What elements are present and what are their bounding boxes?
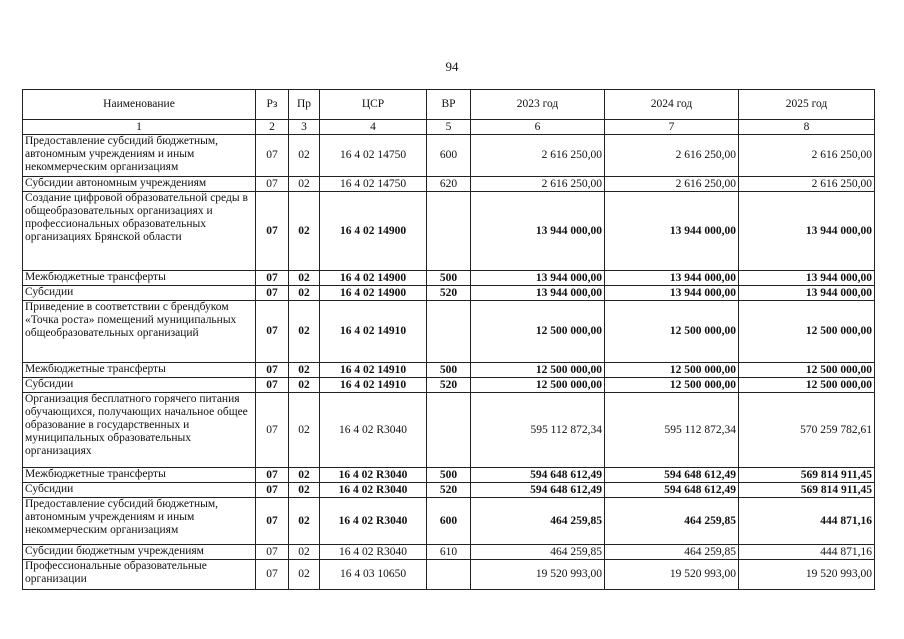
row-2025: 12 500 000,00 (739, 378, 875, 393)
row-name: Субсидии (23, 286, 256, 301)
row-pr: 02 (289, 301, 320, 363)
row-2023: 594 648 612,49 (471, 483, 605, 498)
row-csr: 16 4 02 14910 (320, 363, 427, 378)
row-pr: 02 (289, 192, 320, 271)
row-name: Предоставление субсидий бюджетным, автономным учреждениям и иным некоммерческим организациям (23, 498, 256, 545)
row-2023: 19 520 993,00 (471, 560, 605, 590)
row-2023: 13 944 000,00 (471, 192, 605, 271)
header-vr: ВР (427, 90, 471, 120)
row-vr: 520 (427, 378, 471, 393)
row-2025: 12 500 000,00 (739, 301, 875, 363)
row-2025: 2 616 250,00 (739, 177, 875, 192)
row-csr: 16 4 02 14900 (320, 271, 427, 286)
row-name: Межбюджетные трансферты (23, 468, 256, 483)
row-rz: 07 (256, 498, 289, 545)
table-row (23, 545, 875, 560)
row-csr: 16 4 02 R3040 (320, 498, 427, 545)
column-number: 5 (427, 120, 471, 135)
row-csr: 16 4 02 R3040 (320, 545, 427, 560)
row-csr: 16 4 02 14900 (320, 286, 427, 301)
row-name: Субсидии (23, 483, 256, 498)
column-number: 7 (605, 120, 739, 135)
row-2025: 2 616 250,00 (739, 135, 875, 177)
table-row (23, 560, 875, 590)
row-2024: 12 500 000,00 (605, 378, 739, 393)
row-2024: 464 259,85 (605, 498, 739, 545)
row-2023: 2 616 250,00 (471, 177, 605, 192)
row-2024: 464 259,85 (605, 545, 739, 560)
column-number: 2 (256, 120, 289, 135)
row-csr: 16 4 02 14750 (320, 177, 427, 192)
row-2024: 12 500 000,00 (605, 301, 739, 363)
row-2025: 19 520 993,00 (739, 560, 875, 590)
table-row (23, 135, 875, 177)
row-csr: 16 4 02 R3040 (320, 483, 427, 498)
row-2024: 13 944 000,00 (605, 271, 739, 286)
row-pr: 02 (289, 393, 320, 468)
row-rz: 07 (256, 363, 289, 378)
row-rz: 07 (256, 545, 289, 560)
row-2023: 594 648 612,49 (471, 468, 605, 483)
column-number: 4 (320, 120, 427, 135)
row-vr: 500 (427, 271, 471, 286)
table-row (23, 286, 875, 301)
row-2024: 594 648 612,49 (605, 483, 739, 498)
row-name: Приведение в соответствии с брендбуком «Точка роста» помещений муниципальных общеобразовательных организаций (23, 301, 256, 363)
row-2024: 13 944 000,00 (605, 286, 739, 301)
table-row (23, 468, 875, 483)
row-2024: 2 616 250,00 (605, 177, 739, 192)
row-name: Субсидии (23, 378, 256, 393)
row-rz: 07 (256, 271, 289, 286)
page-number: 94 (445, 59, 459, 74)
row-pr: 02 (289, 363, 320, 378)
row-vr: 520 (427, 286, 471, 301)
header-rz: Рз (256, 90, 289, 120)
header-name: Наименование (23, 90, 256, 120)
row-2025: 13 944 000,00 (739, 286, 875, 301)
header-2023: 2023 год (471, 90, 605, 120)
row-pr: 02 (289, 545, 320, 560)
row-2025: 444 871,16 (739, 545, 875, 560)
row-pr: 02 (289, 498, 320, 545)
row-vr (427, 301, 471, 363)
row-csr: 16 4 02 14750 (320, 135, 427, 177)
row-rz: 07 (256, 378, 289, 393)
row-pr: 02 (289, 286, 320, 301)
table-row (23, 378, 875, 393)
row-rz: 07 (256, 301, 289, 363)
row-csr: 16 4 02 14900 (320, 192, 427, 271)
row-pr: 02 (289, 483, 320, 498)
row-vr: 500 (427, 363, 471, 378)
row-2023: 2 616 250,00 (471, 135, 605, 177)
table-row (23, 177, 875, 192)
row-name: Субсидии бюджетным учреждениям (23, 545, 256, 560)
row-pr: 02 (289, 378, 320, 393)
row-2025: 13 944 000,00 (739, 192, 875, 271)
row-csr: 16 4 02 R3040 (320, 468, 427, 483)
header-csr: ЦСР (320, 90, 427, 120)
row-vr (427, 192, 471, 271)
row-rz: 07 (256, 393, 289, 468)
column-number: 6 (471, 120, 605, 135)
row-vr: 600 (427, 135, 471, 177)
row-pr: 02 (289, 177, 320, 192)
row-2025: 569 814 911,45 (739, 468, 875, 483)
row-vr: 600 (427, 498, 471, 545)
row-pr: 02 (289, 560, 320, 590)
row-csr: 16 4 02 R3040 (320, 393, 427, 468)
row-name: Межбюджетные трансферты (23, 271, 256, 286)
row-2024: 595 112 872,34 (605, 393, 739, 468)
row-2025: 570 259 782,61 (739, 393, 875, 468)
table-row (23, 271, 875, 286)
row-2025: 12 500 000,00 (739, 363, 875, 378)
row-2023: 595 112 872,34 (471, 393, 605, 468)
header-2025: 2025 год (739, 90, 875, 120)
row-pr: 02 (289, 271, 320, 286)
row-2024: 594 648 612,49 (605, 468, 739, 483)
budget-table (22, 89, 875, 590)
row-rz: 07 (256, 192, 289, 271)
row-pr: 02 (289, 468, 320, 483)
row-2023: 13 944 000,00 (471, 286, 605, 301)
row-vr (427, 560, 471, 590)
row-vr: 620 (427, 177, 471, 192)
table-header-row (23, 90, 875, 120)
row-2023: 13 944 000,00 (471, 271, 605, 286)
row-pr: 02 (289, 135, 320, 177)
row-rz: 07 (256, 483, 289, 498)
header-2024: 2024 год (605, 90, 739, 120)
table-row (23, 192, 875, 271)
row-name: Организация бесплатного горячего питания обучающихся, получающих начальное общее образование в государственных и муниципальных образовательных организациях (23, 393, 256, 468)
row-2023: 464 259,85 (471, 545, 605, 560)
row-2024: 2 616 250,00 (605, 135, 739, 177)
row-csr: 16 4 02 14910 (320, 378, 427, 393)
column-number: 3 (289, 120, 320, 135)
row-csr: 16 4 03 10650 (320, 560, 427, 590)
row-rz: 07 (256, 560, 289, 590)
column-number: 8 (739, 120, 875, 135)
row-vr: 500 (427, 468, 471, 483)
row-2025: 444 871,16 (739, 498, 875, 545)
table-row (23, 363, 875, 378)
header-pr: Пр (289, 90, 320, 120)
row-rz: 07 (256, 135, 289, 177)
row-name: Создание цифровой образовательной среды в общеобразовательных организациях и профессиональных образовательных организациях Брянской области (23, 192, 256, 271)
column-number-row (23, 120, 875, 135)
row-vr: 520 (427, 483, 471, 498)
table-row (23, 393, 875, 468)
row-name: Субсидии автономным учреждениям (23, 177, 256, 192)
row-rz: 07 (256, 286, 289, 301)
row-vr: 610 (427, 545, 471, 560)
table-row (23, 483, 875, 498)
row-2024: 19 520 993,00 (605, 560, 739, 590)
row-2024: 12 500 000,00 (605, 363, 739, 378)
row-2024: 13 944 000,00 (605, 192, 739, 271)
row-vr (427, 393, 471, 468)
column-number: 1 (23, 120, 256, 135)
row-name: Межбюджетные трансферты (23, 363, 256, 378)
row-name: Предоставление субсидий бюджетным, автономным учреждениям и иным некоммерческим организациям (23, 135, 256, 177)
row-name: Профессиональные образовательные организации (23, 560, 256, 590)
row-rz: 07 (256, 177, 289, 192)
row-2023: 464 259,85 (471, 498, 605, 545)
row-2025: 13 944 000,00 (739, 271, 875, 286)
table-row (23, 301, 875, 363)
row-2023: 12 500 000,00 (471, 378, 605, 393)
row-2025: 569 814 911,45 (739, 483, 875, 498)
row-csr: 16 4 02 14910 (320, 301, 427, 363)
row-rz: 07 (256, 468, 289, 483)
row-2023: 12 500 000,00 (471, 301, 605, 363)
table-row (23, 498, 875, 545)
row-2023: 12 500 000,00 (471, 363, 605, 378)
